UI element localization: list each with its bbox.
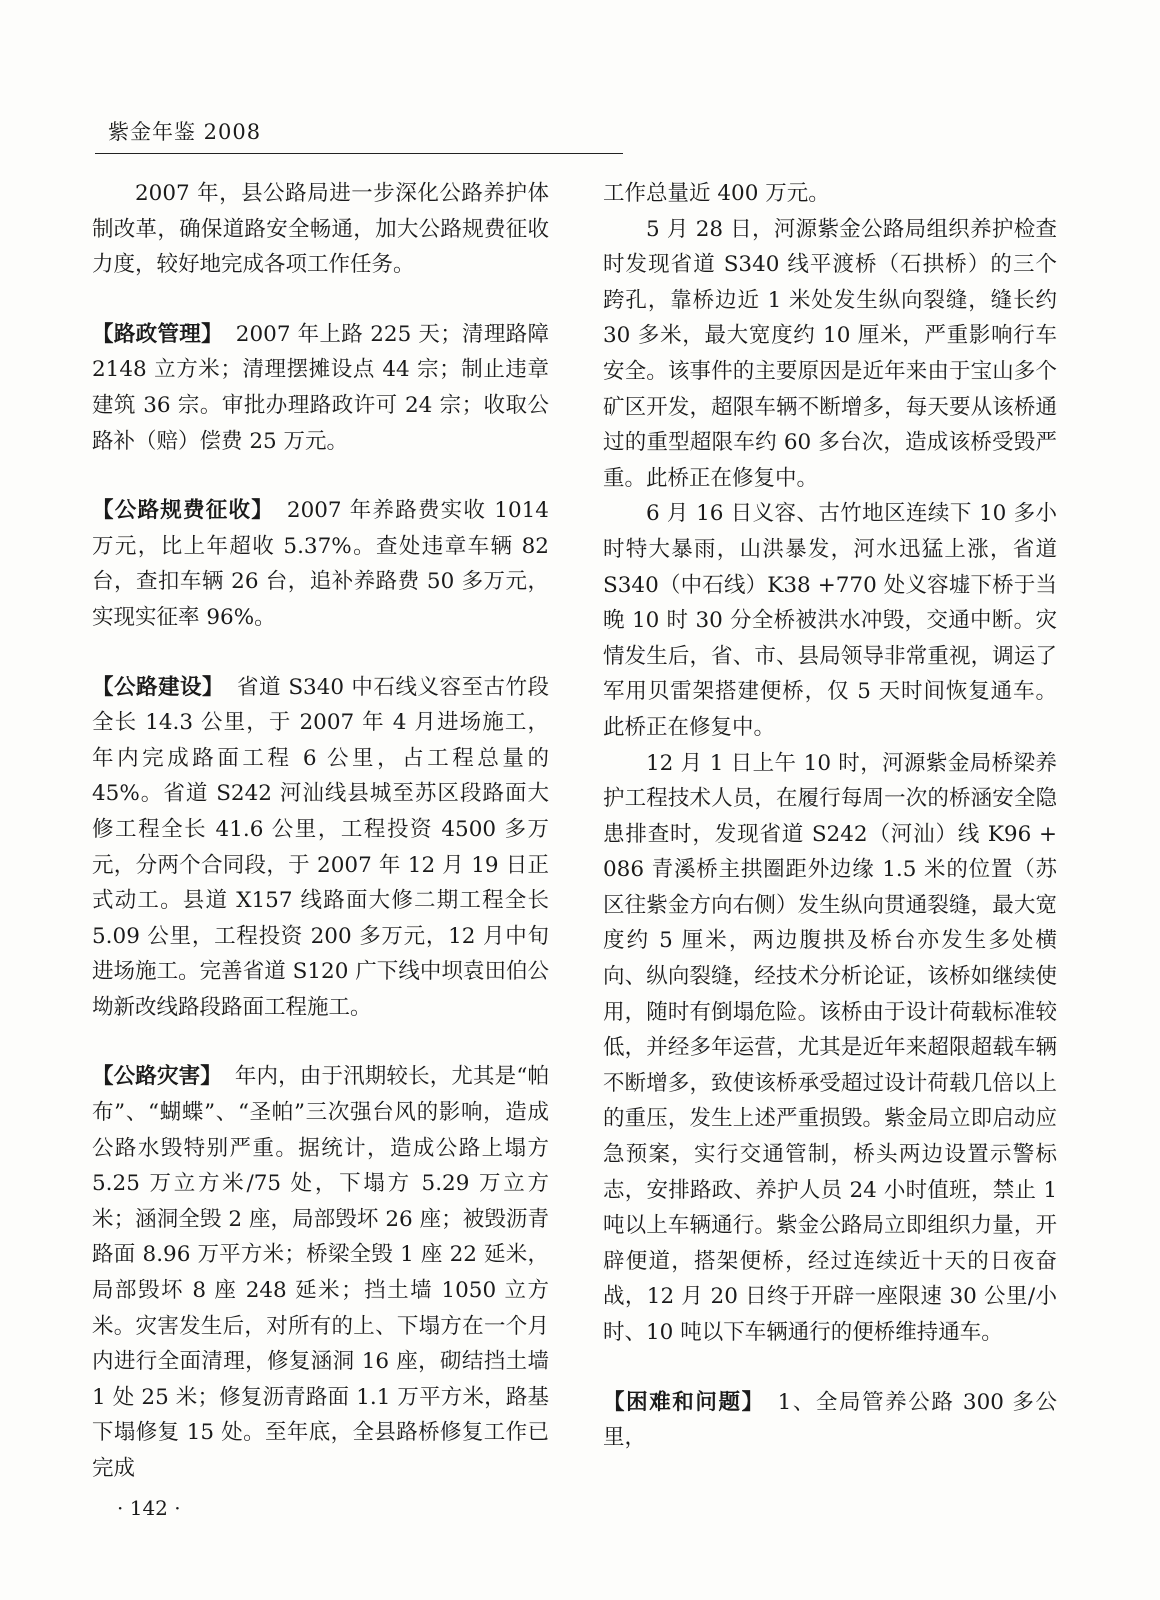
section-difficulties: [603, 1385, 1057, 1456]
page-number: · 142 ·: [117, 1496, 181, 1520]
section-road-construction: [92, 670, 549, 1026]
body-paragraph: 12 月 1 日上午 10 时，河源紫金局桥梁养护工程技术人员，在履行每周一次的桥涵安全隐患排查时，发现省道 S242（河汕）线 K96 + 086 青溪桥主拱圈距外边缘 1.5 米的位置（苏区往紫金方向右侧）发生纵向贯通裂缝，最大宽度约 5 厘米，两边腹拱及桥台亦发生多处横向、纵向裂缝，经技术分析论证，该桥如继续使用，随时有倒塌危险。该桥由于设计荷载标准较低，并经多年运营，尤其是近年来超限超载车辆不断增多，致使该桥承受超过设计荷载几倍以上的重压，发生上述严重损毁。紫金局立即启动应急预案，实行交通管制，桥头两边设置示警标志，安排路政、养护人员 24 小时值班，禁止 1 吨以上车辆通行。紫金公路局立即组织力量，开辟便道，搭架便桥，经过连续近十天的日夜奋战，12 月 20 日终于开辟一座限速 30 公里/小时、10 吨以下车辆通行的便桥维持通车。: [603, 750, 1057, 1345]
continuation-paragraph: 工作总量近 400 万元。: [603, 181, 830, 206]
running-title: 紫金年鉴 2008: [108, 120, 262, 144]
section-title: 【困难和问题】: [603, 1389, 765, 1415]
section-title: 【公路规费征收】: [92, 498, 274, 524]
intro-paragraph: 2007 年，县公路局进一步深化公路养护体制改革，确保道路安全畅通，加大公路规费征收力度，较好地完成各项工作任务。: [92, 181, 549, 278]
section-title: 【公路建设】: [92, 674, 225, 700]
section-title: 【公路灾害】: [92, 1064, 222, 1090]
section-title: 【路政管理】: [92, 321, 223, 347]
section-road-admin: [92, 317, 549, 459]
left-column: [92, 176, 549, 1487]
right-column: [603, 176, 1057, 1456]
section-text: 1、全局管养公路 300 多公里，: [603, 1389, 1057, 1451]
section-fee-collection: [92, 493, 549, 635]
section-text: 省道 S340 中石线义容至古竹段全长 14.3 公里，于 2007 年 4 月进场施工，年内完成路面工程 6 公里，占工程总量的 45%。省道 S242 河汕线县城至苏区段路面大修工程全长 41.6 公里，工程投资 4500 多万元，分两个合同段，于 2007 年 12 月 19 日正式动工。县道 X157 线路面大修二期工程全长 5.09 公里，工程投资 200 多万元，12 月中旬进场施工。完善省道 S120 广下线中坝袁田伯公坳新改线路段路面工程施工。: [92, 674, 549, 1020]
section-road-disaster: [92, 1059, 549, 1486]
section-text: 2007 年养路费实收 1014 万元，比上年超收 5.37%。查处违章车辆 82 台，查扣车辆 26 台，追补养路费 50 多万元，实现实征率 96%。: [92, 498, 549, 630]
section-text: 2007 年上路 225 天；清理路障 2148 立方米；清理摆摊设点 44 宗；制止违章建筑 36 宗。审批办理路政许可 24 宗；收取公路补（赔）偿费 25 万元。: [92, 321, 549, 454]
body-paragraph: 6 月 16 日义容、古竹地区连续下 10 多小时特大暴雨，山洪暴发，河水迅猛上涨，省道 S340（中石线）K38 +770 处义容墟下桥于当晚 10 时 30 分全桥被洪水冲毁，交通中断。灾情发生后，省、市、县局领导非常重视，调运了军用贝雷架搭建便桥，仅 5 天时间恢复通车。此桥正在修复中。: [603, 501, 1057, 740]
body-paragraph: 5 月 28 日，河源紫金公路局组织养护检查时发现省道 S340 线平渡桥（石拱桥）的三个跨孔，靠桥边近 1 米处发生纵向裂缝，缝长约 30 多米，最大宽度约 10 厘米，严重影响行车安全。该事件的主要原因是近年来由于宝山多个矿区开发，超限车辆不断增多，每天要从该桥通过的重型超限车约 60 多台次，造成该桥受毁严重。此桥正在修复中。: [603, 216, 1057, 491]
section-text: 年内，由于汛期较长，尤其是“帕布”、“蝴蝶”、“圣帕”三次强台风的影响，造成公路水毁特别严重。据统计，造成公路上塌方 5.25 万立方米/75 处，下塌方 5.29 万立方米；涵洞全毁 2 座，局部毁坏 26 座；被毁沥青路面 8.96 万平方米；桥梁全毁 1 座 22 延米，局部毁坏 8 座 248 延米；挡土墙 1050 立方米。灾害发生后，对所有的上、下塌方在一个月内进行全面清理，修复涵洞 16 座，砌结挡土墙 1 处 25 米；修复沥青路面 1.1 万平方米，路基下塌修复 15 处。至年底，全县路桥修复工作已完成: [92, 1064, 549, 1481]
header-rule: [95, 153, 623, 154]
